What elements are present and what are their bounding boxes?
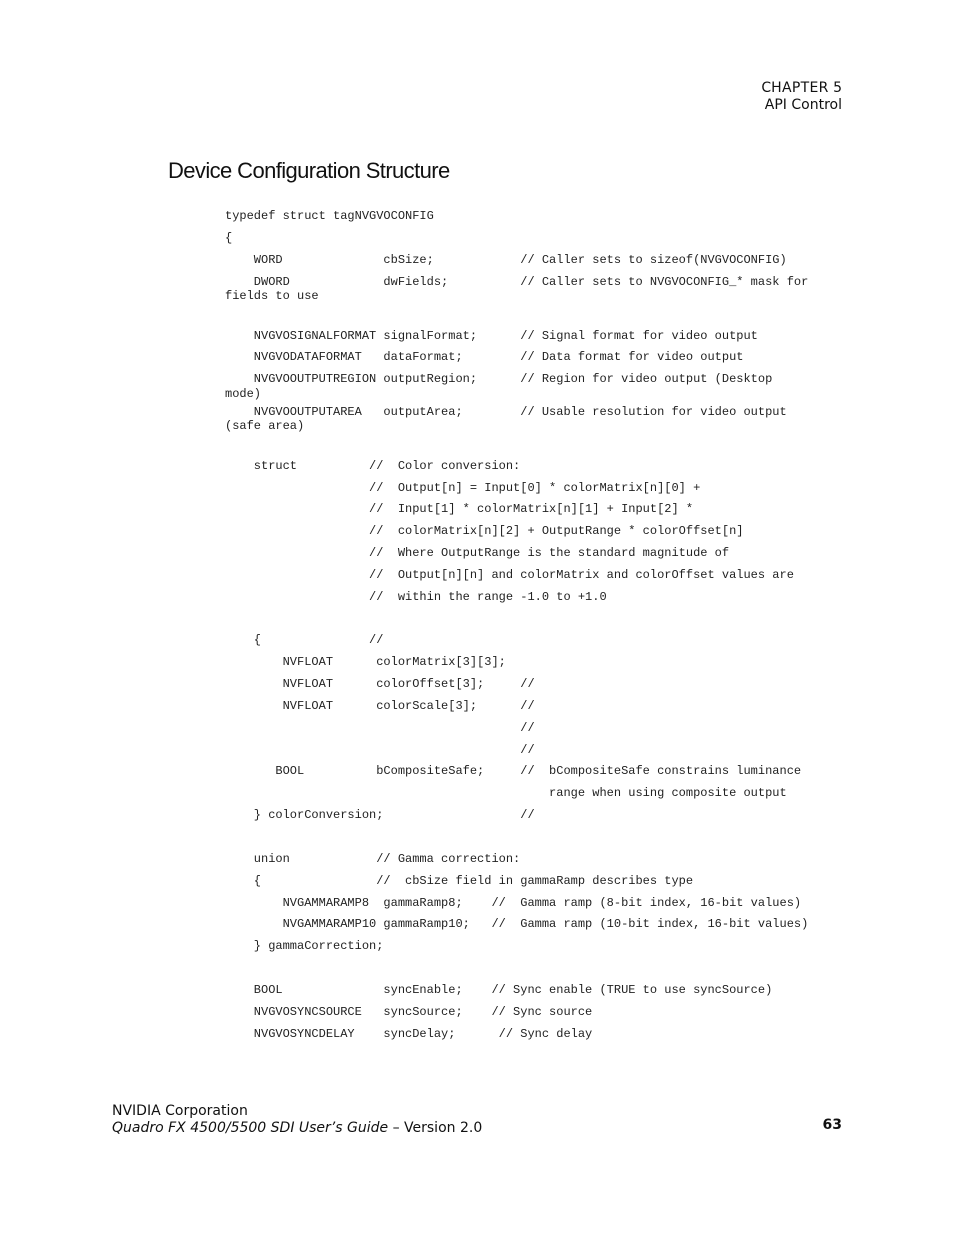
code-line: } colorConversion; // — [225, 808, 535, 823]
code-line: (safe area) — [225, 418, 305, 433]
code-line: } gammaCorrection; — [225, 939, 384, 954]
code-line: NVFLOAT colorScale[3]; // — [225, 698, 535, 713]
code-line: WORD cbSize; // Caller sets to sizeof(NVGVOCONFIG) — [225, 252, 787, 267]
page-number: 63 — [822, 1117, 842, 1133]
footer-company: NVIDIA Corporation — [112, 1103, 248, 1119]
code-line: // Where OutputRange is the standard magnitude of — [225, 546, 730, 561]
chapter-prefix: C — [761, 80, 772, 96]
code-line: // colorMatrix[n][2] + OutputRange * colorOffset[n] — [225, 524, 744, 539]
code-line: struct // Color conversion: — [225, 458, 521, 473]
chapter-rest: HAPTER — [771, 80, 829, 96]
code-line: union // Gamma correction: — [225, 851, 521, 866]
code-line: { // — [225, 633, 384, 648]
code-line: NVGVOSIGNALFORMAT signalFormat; // Signal format for video output — [225, 328, 758, 343]
code-line: // Output[n] = Input[0] * colorMatrix[n][0] + — [225, 480, 701, 495]
chapter-label — [761, 80, 842, 97]
code-line: range when using composite output — [225, 786, 787, 801]
code-line: NVGVOSYNCSOURCE syncSource; // Sync source — [225, 1004, 593, 1019]
code-line: NVFLOAT colorOffset[3]; // — [225, 677, 535, 692]
chapter-number: 5 — [833, 80, 842, 96]
code-block — [225, 206, 845, 1045]
footer-version: – Version 2.0 — [388, 1120, 483, 1136]
code-line: NVFLOAT colorMatrix[3][3]; — [225, 655, 506, 670]
code-line: NVGAMMARAMP8 gammaRamp8; // Gamma ramp (8-bit index, 16-bit values) — [225, 895, 802, 910]
code-line — [225, 609, 845, 631]
section-title: Device Configuration Structure — [168, 158, 450, 183]
code-line — [225, 434, 845, 456]
code-line: DWORD dwFields; // Caller sets to NVGVOCONFIG_* mask for — [225, 274, 809, 289]
code-line: // — [225, 720, 535, 735]
code-line: BOOL bCompositeSafe; // bCompositeSafe constrains luminance — [225, 764, 802, 779]
code-line: BOOL syncEnable; // Sync enable (TRUE to use syncSource) — [225, 982, 773, 997]
code-line — [225, 958, 845, 980]
code-line: NVGVOOUTPUTREGION outputRegion; // Region for video output (Desktop — [225, 372, 773, 387]
code-line — [225, 304, 845, 326]
code-line: { — [225, 230, 233, 245]
code-line: NVGAMMARAMP10 gammaRamp10; // Gamma ramp (10-bit index, 16-bit values) — [225, 917, 809, 932]
code-line: fields to use — [225, 288, 319, 303]
footer-guide-line — [112, 1120, 482, 1137]
code-line: typedef struct tagNVGVOCONFIG — [225, 209, 434, 223]
code-line — [225, 827, 845, 849]
code-line: mode) — [225, 386, 262, 401]
code-line: NVGVODATAFORMAT dataFormat; // Data format for video output — [225, 350, 744, 365]
code-line: // Input[1] * colorMatrix[n][1] + Input[2] * — [225, 502, 694, 517]
code-line: { // cbSize field in gammaRamp describes type — [225, 873, 694, 888]
code-line: NVGVOSYNCDELAY syncDelay; // Sync delay — [225, 1026, 593, 1041]
code-line: // Output[n][n] and colorMatrix and colorOffset values are — [225, 567, 794, 582]
footer-guide-title: Quadro FX 4500/5500 SDI User’s Guide — [112, 1120, 389, 1136]
code-line: NVGVOOUTPUTAREA outputArea; // Usable resolution for video output — [225, 404, 787, 419]
code-line: // within the range -1.0 to +1.0 — [225, 589, 607, 604]
code-line: // — [225, 742, 535, 757]
footer — [112, 1103, 482, 1137]
chapter-title: API Control — [764, 97, 842, 113]
chapter-header — [761, 80, 842, 114]
